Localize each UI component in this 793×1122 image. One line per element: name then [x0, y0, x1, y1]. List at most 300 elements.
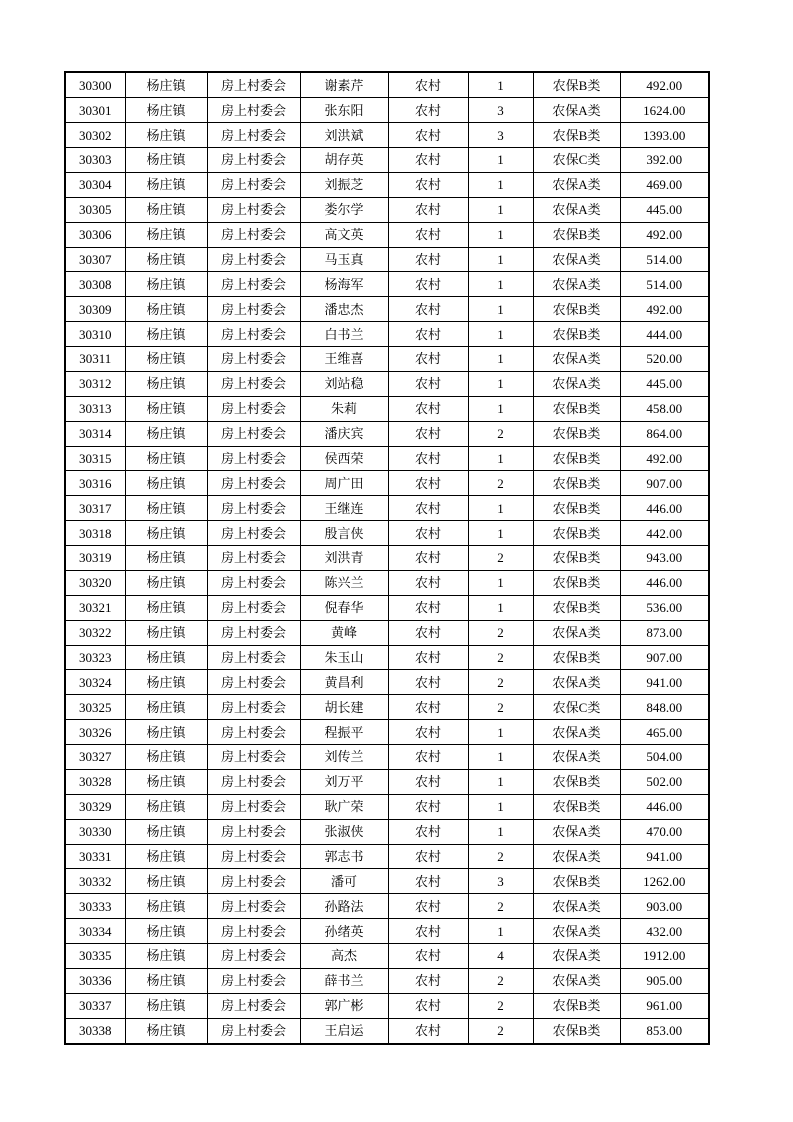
cell-count: 2: [468, 695, 533, 720]
table-body: [65, 72, 709, 1044]
cell-amount: 446.00: [620, 570, 709, 595]
cell-name: 陈兴兰: [300, 570, 388, 595]
cell-category: 农村: [388, 446, 468, 471]
cell-count: 2: [468, 546, 533, 571]
cell-village: 房上村委会: [207, 869, 300, 894]
cell-count: 1: [468, 347, 533, 372]
table-row: [65, 844, 709, 869]
table-row: [65, 546, 709, 571]
cell-village: 房上村委会: [207, 695, 300, 720]
table-row: [65, 396, 709, 421]
cell-count: 1: [468, 745, 533, 770]
cell-town: 杨庄镇: [125, 670, 207, 695]
cell-count: 1: [468, 371, 533, 396]
table-row: [65, 98, 709, 123]
cell-serial: 30303: [65, 148, 125, 173]
cell-insurance-type: 农保B类: [533, 396, 620, 421]
cell-amount: 848.00: [620, 695, 709, 720]
cell-insurance-type: 农保B类: [533, 421, 620, 446]
cell-serial: 30325: [65, 695, 125, 720]
cell-insurance-type: 农保A类: [533, 98, 620, 123]
cell-category: 农村: [388, 322, 468, 347]
cell-serial: 30332: [65, 869, 125, 894]
cell-village: 房上村委会: [207, 521, 300, 546]
cell-name: 高杰: [300, 944, 388, 969]
table-row: [65, 421, 709, 446]
cell-serial: 30316: [65, 471, 125, 496]
cell-serial: 30321: [65, 595, 125, 620]
cell-town: 杨庄镇: [125, 396, 207, 421]
cell-village: 房上村委会: [207, 172, 300, 197]
cell-count: 1: [468, 819, 533, 844]
cell-count: 2: [468, 471, 533, 496]
table-row: [65, 172, 709, 197]
table-row: [65, 595, 709, 620]
cell-name: 潘可: [300, 869, 388, 894]
table-row: [65, 247, 709, 272]
cell-name: 郭志书: [300, 844, 388, 869]
cell-count: 1: [468, 172, 533, 197]
cell-amount: 444.00: [620, 322, 709, 347]
table-row: [65, 272, 709, 297]
cell-amount: 445.00: [620, 371, 709, 396]
cell-amount: 392.00: [620, 148, 709, 173]
cell-village: 房上村委会: [207, 123, 300, 148]
table-row: [65, 496, 709, 521]
cell-amount: 504.00: [620, 745, 709, 770]
cell-village: 房上村委会: [207, 272, 300, 297]
table-row: [65, 72, 709, 98]
cell-town: 杨庄镇: [125, 446, 207, 471]
cell-category: 农村: [388, 869, 468, 894]
cell-name: 刘站稳: [300, 371, 388, 396]
cell-count: 2: [468, 620, 533, 645]
table-row: [65, 446, 709, 471]
table-row: [65, 123, 709, 148]
cell-category: 农村: [388, 148, 468, 173]
cell-insurance-type: 农保C类: [533, 148, 620, 173]
cell-category: 农村: [388, 894, 468, 919]
cell-village: 房上村委会: [207, 72, 300, 98]
cell-name: 潘忠杰: [300, 297, 388, 322]
cell-insurance-type: 农保B类: [533, 471, 620, 496]
cell-category: 农村: [388, 123, 468, 148]
cell-amount: 961.00: [620, 993, 709, 1018]
cell-village: 房上村委会: [207, 347, 300, 372]
cell-name: 白书兰: [300, 322, 388, 347]
cell-count: 2: [468, 645, 533, 670]
cell-amount: 1262.00: [620, 869, 709, 894]
cell-name: 王启运: [300, 1018, 388, 1044]
cell-amount: 458.00: [620, 396, 709, 421]
cell-serial: 30310: [65, 322, 125, 347]
cell-town: 杨庄镇: [125, 297, 207, 322]
cell-town: 杨庄镇: [125, 546, 207, 571]
cell-count: 3: [468, 98, 533, 123]
cell-insurance-type: 农保A类: [533, 944, 620, 969]
cell-category: 农村: [388, 1018, 468, 1044]
cell-category: 农村: [388, 968, 468, 993]
table-row: [65, 1018, 709, 1044]
cell-village: 房上村委会: [207, 247, 300, 272]
payment-table: [64, 71, 710, 1045]
table-row: [65, 919, 709, 944]
table-row: [65, 222, 709, 247]
cell-category: 农村: [388, 745, 468, 770]
table-row: [65, 670, 709, 695]
cell-village: 房上村委会: [207, 148, 300, 173]
cell-amount: 446.00: [620, 794, 709, 819]
cell-village: 房上村委会: [207, 98, 300, 123]
cell-name: 刘万平: [300, 769, 388, 794]
cell-village: 房上村委会: [207, 819, 300, 844]
cell-category: 农村: [388, 396, 468, 421]
cell-village: 房上村委会: [207, 720, 300, 745]
cell-town: 杨庄镇: [125, 695, 207, 720]
cell-insurance-type: 农保B类: [533, 993, 620, 1018]
cell-town: 杨庄镇: [125, 521, 207, 546]
cell-category: 农村: [388, 570, 468, 595]
cell-town: 杨庄镇: [125, 72, 207, 98]
cell-name: 娄尔学: [300, 197, 388, 222]
cell-town: 杨庄镇: [125, 172, 207, 197]
table-row: [65, 297, 709, 322]
cell-insurance-type: 农保B类: [533, 496, 620, 521]
cell-insurance-type: 农保A类: [533, 819, 620, 844]
cell-count: 1: [468, 720, 533, 745]
cell-insurance-type: 农保A类: [533, 844, 620, 869]
cell-insurance-type: 农保A类: [533, 272, 620, 297]
cell-serial: 30335: [65, 944, 125, 969]
cell-name: 殷言侠: [300, 521, 388, 546]
cell-count: 2: [468, 894, 533, 919]
cell-amount: 864.00: [620, 421, 709, 446]
cell-village: 房上村委会: [207, 496, 300, 521]
cell-village: 房上村委会: [207, 297, 300, 322]
cell-serial: 30323: [65, 645, 125, 670]
cell-village: 房上村委会: [207, 595, 300, 620]
table-row: [65, 894, 709, 919]
cell-amount: 514.00: [620, 272, 709, 297]
cell-category: 农村: [388, 172, 468, 197]
table-row: [65, 521, 709, 546]
table-row: [65, 148, 709, 173]
cell-count: 1: [468, 197, 533, 222]
cell-town: 杨庄镇: [125, 322, 207, 347]
cell-name: 王维喜: [300, 347, 388, 372]
cell-count: 1: [468, 272, 533, 297]
table-row: [65, 968, 709, 993]
cell-town: 杨庄镇: [125, 894, 207, 919]
cell-name: 孙路法: [300, 894, 388, 919]
cell-insurance-type: 农保B类: [533, 546, 620, 571]
cell-category: 农村: [388, 794, 468, 819]
cell-village: 房上村委会: [207, 894, 300, 919]
cell-serial: 30331: [65, 844, 125, 869]
cell-serial: 30326: [65, 720, 125, 745]
cell-serial: 30304: [65, 172, 125, 197]
cell-town: 杨庄镇: [125, 769, 207, 794]
cell-insurance-type: 农保C类: [533, 695, 620, 720]
cell-name: 黄昌利: [300, 670, 388, 695]
cell-town: 杨庄镇: [125, 968, 207, 993]
cell-town: 杨庄镇: [125, 272, 207, 297]
cell-serial: 30330: [65, 819, 125, 844]
cell-count: 1: [468, 148, 533, 173]
cell-name: 刘洪斌: [300, 123, 388, 148]
cell-village: 房上村委会: [207, 794, 300, 819]
cell-category: 农村: [388, 645, 468, 670]
cell-town: 杨庄镇: [125, 347, 207, 372]
cell-name: 朱莉: [300, 396, 388, 421]
cell-serial: 30318: [65, 521, 125, 546]
cell-amount: 446.00: [620, 496, 709, 521]
cell-insurance-type: 农保B类: [533, 1018, 620, 1044]
cell-serial: 30338: [65, 1018, 125, 1044]
cell-count: 1: [468, 521, 533, 546]
table-row: [65, 371, 709, 396]
cell-insurance-type: 农保B类: [533, 222, 620, 247]
cell-name: 胡长建: [300, 695, 388, 720]
cell-amount: 943.00: [620, 546, 709, 571]
cell-insurance-type: 农保A类: [533, 347, 620, 372]
cell-serial: 30336: [65, 968, 125, 993]
cell-serial: 30329: [65, 794, 125, 819]
cell-insurance-type: 农保B类: [533, 123, 620, 148]
cell-count: 1: [468, 794, 533, 819]
cell-village: 房上村委会: [207, 745, 300, 770]
cell-count: 2: [468, 421, 533, 446]
cell-amount: 873.00: [620, 620, 709, 645]
cell-count: 2: [468, 844, 533, 869]
table-row: [65, 645, 709, 670]
cell-name: 潘庆宾: [300, 421, 388, 446]
cell-serial: 30307: [65, 247, 125, 272]
cell-town: 杨庄镇: [125, 98, 207, 123]
cell-serial: 30311: [65, 347, 125, 372]
cell-count: 1: [468, 496, 533, 521]
cell-name: 刘传兰: [300, 745, 388, 770]
cell-town: 杨庄镇: [125, 371, 207, 396]
cell-name: 胡存英: [300, 148, 388, 173]
cell-amount: 465.00: [620, 720, 709, 745]
cell-amount: 442.00: [620, 521, 709, 546]
cell-insurance-type: 农保A类: [533, 670, 620, 695]
cell-serial: 30334: [65, 919, 125, 944]
cell-town: 杨庄镇: [125, 819, 207, 844]
cell-count: 3: [468, 123, 533, 148]
cell-town: 杨庄镇: [125, 620, 207, 645]
cell-village: 房上村委会: [207, 645, 300, 670]
cell-insurance-type: 农保B类: [533, 72, 620, 98]
cell-serial: 30328: [65, 769, 125, 794]
cell-name: 张东阳: [300, 98, 388, 123]
cell-amount: 469.00: [620, 172, 709, 197]
cell-village: 房上村委会: [207, 222, 300, 247]
cell-village: 房上村委会: [207, 421, 300, 446]
cell-town: 杨庄镇: [125, 919, 207, 944]
cell-category: 农村: [388, 247, 468, 272]
cell-count: 1: [468, 919, 533, 944]
cell-amount: 514.00: [620, 247, 709, 272]
table-row: [65, 471, 709, 496]
cell-town: 杨庄镇: [125, 745, 207, 770]
cell-amount: 903.00: [620, 894, 709, 919]
cell-insurance-type: 农保A类: [533, 172, 620, 197]
cell-amount: 492.00: [620, 222, 709, 247]
cell-village: 房上村委会: [207, 919, 300, 944]
cell-count: 4: [468, 944, 533, 969]
table-row: [65, 745, 709, 770]
cell-village: 房上村委会: [207, 670, 300, 695]
cell-count: 1: [468, 322, 533, 347]
cell-count: 1: [468, 297, 533, 322]
cell-category: 农村: [388, 72, 468, 98]
cell-insurance-type: 农保B类: [533, 645, 620, 670]
cell-category: 农村: [388, 819, 468, 844]
cell-town: 杨庄镇: [125, 993, 207, 1018]
cell-name: 王继连: [300, 496, 388, 521]
table-row: [65, 993, 709, 1018]
cell-village: 房上村委会: [207, 570, 300, 595]
cell-insurance-type: 农保A类: [533, 620, 620, 645]
cell-count: 1: [468, 769, 533, 794]
cell-town: 杨庄镇: [125, 869, 207, 894]
table-row: [65, 769, 709, 794]
cell-count: 1: [468, 570, 533, 595]
cell-serial: 30301: [65, 98, 125, 123]
cell-village: 房上村委会: [207, 471, 300, 496]
table-row: [65, 944, 709, 969]
cell-town: 杨庄镇: [125, 247, 207, 272]
cell-town: 杨庄镇: [125, 197, 207, 222]
cell-category: 农村: [388, 371, 468, 396]
cell-name: 孙绪英: [300, 919, 388, 944]
cell-category: 农村: [388, 546, 468, 571]
cell-amount: 492.00: [620, 297, 709, 322]
cell-name: 刘洪青: [300, 546, 388, 571]
cell-name: 杨海军: [300, 272, 388, 297]
cell-insurance-type: 农保A类: [533, 720, 620, 745]
cell-count: 2: [468, 1018, 533, 1044]
table-row: [65, 620, 709, 645]
cell-insurance-type: 农保B类: [533, 570, 620, 595]
cell-insurance-type: 农保B类: [533, 794, 620, 819]
cell-category: 农村: [388, 521, 468, 546]
cell-town: 杨庄镇: [125, 421, 207, 446]
cell-name: 郭广彬: [300, 993, 388, 1018]
cell-serial: 30308: [65, 272, 125, 297]
table-row: [65, 869, 709, 894]
cell-serial: 30314: [65, 421, 125, 446]
cell-name: 刘振芝: [300, 172, 388, 197]
cell-village: 房上村委会: [207, 993, 300, 1018]
cell-category: 农村: [388, 471, 468, 496]
cell-village: 房上村委会: [207, 197, 300, 222]
cell-amount: 907.00: [620, 645, 709, 670]
cell-category: 农村: [388, 347, 468, 372]
cell-serial: 30320: [65, 570, 125, 595]
cell-insurance-type: 农保A类: [533, 894, 620, 919]
cell-category: 农村: [388, 620, 468, 645]
cell-serial: 30312: [65, 371, 125, 396]
cell-village: 房上村委会: [207, 620, 300, 645]
cell-town: 杨庄镇: [125, 123, 207, 148]
cell-serial: 30322: [65, 620, 125, 645]
table-row: [65, 720, 709, 745]
cell-category: 农村: [388, 720, 468, 745]
cell-amount: 520.00: [620, 347, 709, 372]
cell-name: 马玉真: [300, 247, 388, 272]
cell-count: 1: [468, 247, 533, 272]
cell-village: 房上村委会: [207, 322, 300, 347]
cell-name: 侯西荣: [300, 446, 388, 471]
cell-serial: 30309: [65, 297, 125, 322]
cell-serial: 30306: [65, 222, 125, 247]
cell-serial: 30324: [65, 670, 125, 695]
cell-count: 3: [468, 869, 533, 894]
cell-village: 房上村委会: [207, 371, 300, 396]
cell-insurance-type: 农保B类: [533, 869, 620, 894]
cell-name: 薛书兰: [300, 968, 388, 993]
cell-name: 周广田: [300, 471, 388, 496]
cell-town: 杨庄镇: [125, 794, 207, 819]
cell-serial: 30337: [65, 993, 125, 1018]
cell-town: 杨庄镇: [125, 222, 207, 247]
cell-name: 黄峰: [300, 620, 388, 645]
cell-count: 1: [468, 396, 533, 421]
cell-insurance-type: 农保A类: [533, 197, 620, 222]
cell-town: 杨庄镇: [125, 720, 207, 745]
cell-serial: 30333: [65, 894, 125, 919]
cell-insurance-type: 农保B类: [533, 322, 620, 347]
cell-amount: 1912.00: [620, 944, 709, 969]
cell-town: 杨庄镇: [125, 844, 207, 869]
cell-count: 1: [468, 72, 533, 98]
table-row: [65, 347, 709, 372]
cell-name: 朱玉山: [300, 645, 388, 670]
cell-category: 农村: [388, 272, 468, 297]
cell-town: 杨庄镇: [125, 944, 207, 969]
cell-village: 房上村委会: [207, 1018, 300, 1044]
cell-category: 农村: [388, 98, 468, 123]
cell-name: 高文英: [300, 222, 388, 247]
cell-village: 房上村委会: [207, 546, 300, 571]
cell-insurance-type: 农保A类: [533, 968, 620, 993]
cell-name: 谢素芹: [300, 72, 388, 98]
cell-amount: 470.00: [620, 819, 709, 844]
cell-insurance-type: 农保B类: [533, 769, 620, 794]
table-row: [65, 695, 709, 720]
cell-insurance-type: 农保B类: [533, 297, 620, 322]
cell-count: 2: [468, 670, 533, 695]
cell-village: 房上村委会: [207, 396, 300, 421]
table-row: [65, 794, 709, 819]
cell-count: 1: [468, 222, 533, 247]
cell-insurance-type: 农保B类: [533, 446, 620, 471]
cell-serial: 30305: [65, 197, 125, 222]
cell-category: 农村: [388, 919, 468, 944]
cell-town: 杨庄镇: [125, 595, 207, 620]
cell-serial: 30327: [65, 745, 125, 770]
cell-category: 农村: [388, 421, 468, 446]
cell-village: 房上村委会: [207, 844, 300, 869]
cell-village: 房上村委会: [207, 968, 300, 993]
cell-serial: 30319: [65, 546, 125, 571]
cell-town: 杨庄镇: [125, 148, 207, 173]
cell-insurance-type: 农保B类: [533, 521, 620, 546]
cell-serial: 30300: [65, 72, 125, 98]
